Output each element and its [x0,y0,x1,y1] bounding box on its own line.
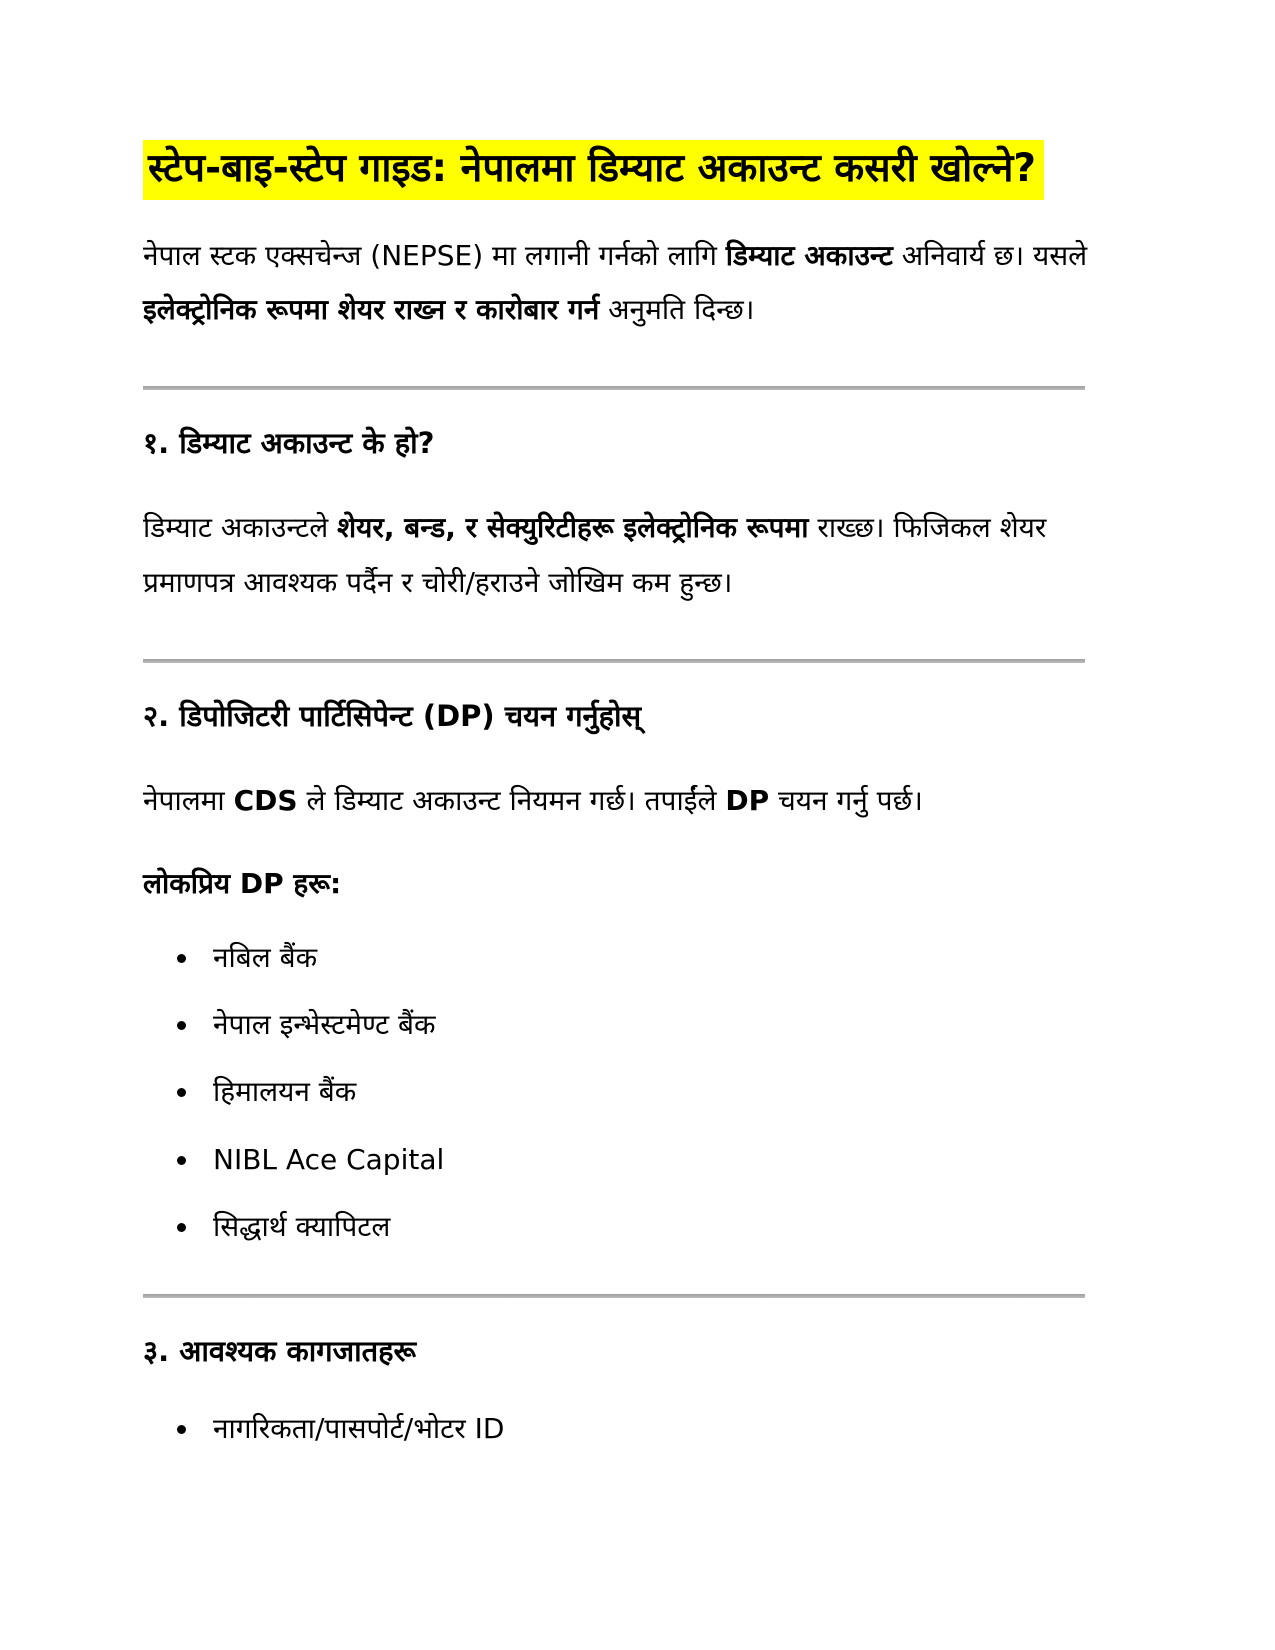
section-divider [143,1294,1085,1298]
list-item: • नागरिकता/पासपोर्ट/भोटर ID [201,1409,1115,1448]
title-highlight: स्टेप-बाइ-स्टेप गाइड: नेपालमा डिम्याट अकाउन्ट कसरी खोल्ने? [143,140,1044,200]
section-1-paragraph [143,501,1115,611]
text-segment: अनुमति दिन्छ। [599,293,755,327]
text-segment: राख्छ। फिजिकल शेयर प्रमाणपत्र आवश्यक पर्दैन र चोरी/हराउने जोखिम कम हुन्छ। [143,511,1047,600]
section-1-heading: १. डिम्याट अकाउन्ट के हो? [143,426,435,461]
section-3-heading: ३. आवश्यक कागजातहरू [143,1333,417,1368]
text-segment: डिम्याट अकाउन्ट [725,238,893,272]
intro-paragraph [143,229,1115,339]
list-item: • हिमालयन बैंक [201,1072,1115,1111]
list-item: • NIBL Ace Capital [201,1140,1115,1179]
list-item: • सिद्धार्थ क्यापिटल [201,1207,1115,1246]
list-item: • नबिल बैंक [201,938,1115,977]
text-segment: अनिवार्य छ। यसले [892,238,1088,272]
list-item: • नेपाल इन्भेस्टमेण्ट बैंक [201,1005,1115,1044]
dp-list [143,938,1115,1246]
text-segment: ले डिम्याट अकाउन्ट नियमन गर्छ। तपाईंले [297,784,726,818]
text-segment: चयन गर्नु पर्छ। [769,784,923,818]
text-segment: नेपाल स्टक एक्सचेन्ज (NEPSE) मा लगानी गर्नको लागि [143,238,726,272]
dp-list-label: लोकप्रिय DP हरू: [143,867,342,901]
section-2-paragraph [143,774,1115,829]
text-segment: नेपालमा [143,784,234,818]
section-divider [143,659,1085,663]
page-title [143,140,1115,199]
section-divider [143,386,1085,390]
text-segment: इलेक्ट्रोनिक रूपमा शेयर राख्न र कारोबार गर्न [143,293,600,327]
text-segment: CDS [233,784,298,818]
text-segment: शेयर, बन्ड, र सेक्युरिटीहरू इलेक्ट्रोनिक रूपमा [337,511,809,545]
documents-list [143,1409,1115,1448]
section-2-heading: २. डिपोजिटरी पार्टिसिपेन्ट (DP) चयन गर्नुहोस् [143,699,642,734]
text-segment: डिम्याट अकाउन्टले [143,511,338,545]
text-segment: DP [725,784,770,818]
